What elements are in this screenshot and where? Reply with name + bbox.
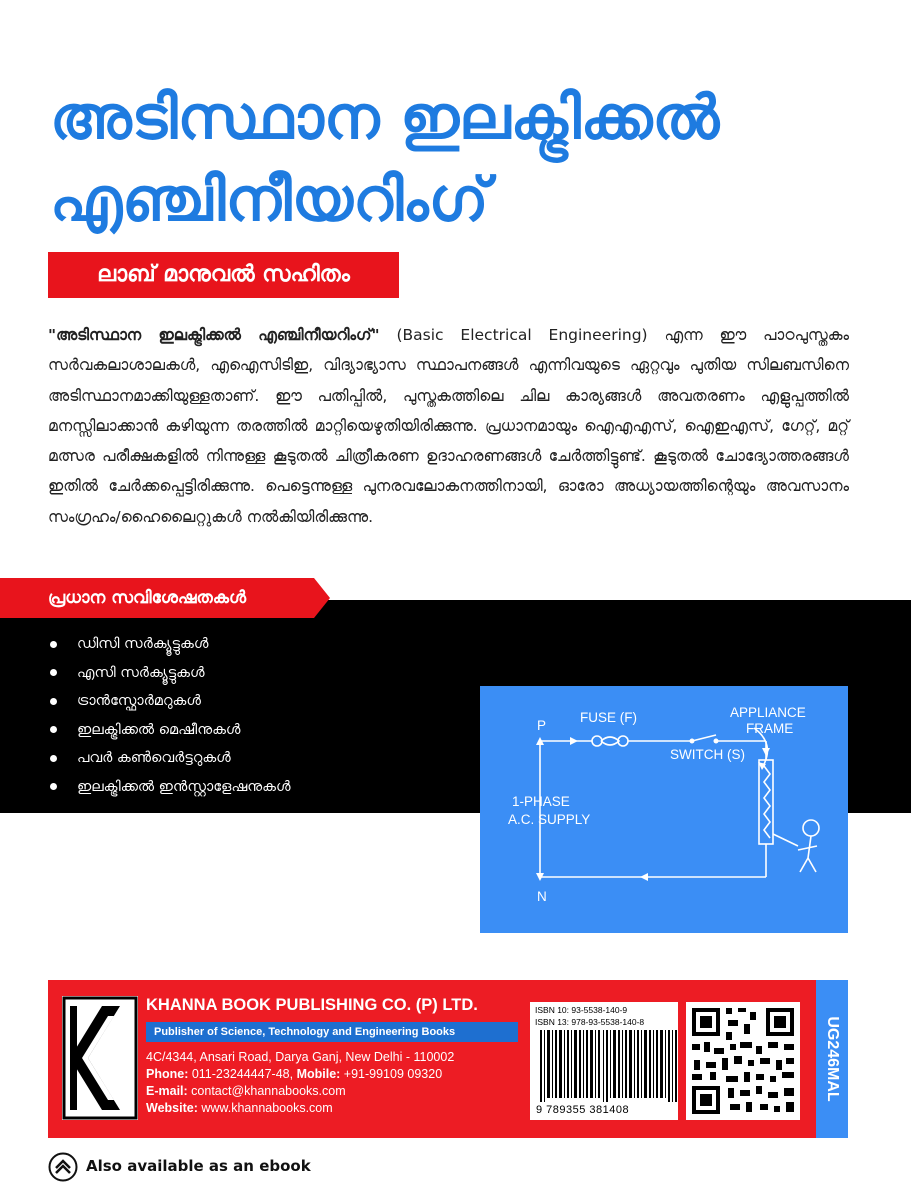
barcode-number: 9 789355 381408	[536, 1104, 630, 1116]
features-list	[48, 630, 291, 801]
isbn-10: ISBN 10: 93-5538-140-9	[535, 1005, 628, 1015]
feature-item	[48, 687, 291, 716]
email-value: contact@khannabooks.com	[187, 1084, 346, 1098]
feature-label: ട്രാൻസ്ഫോർമറുകൾ	[77, 693, 201, 710]
diagram-label-switch: SWITCH (S)	[670, 747, 745, 762]
mobile-value: +91-99109 09320	[340, 1067, 443, 1081]
diagram-label-frame: FRAME	[746, 721, 794, 736]
publisher-name: KHANNA BOOK PUBLISHING CO. (P) LTD.	[146, 996, 478, 1014]
description-body: (Basic Electrical Engineering) എന്ന ഈ പാഠപുസ്തകം സർവകലാശാലകൾ, എഐസിടിഇ, വിദ്യാഭ്യാസ സ്ഥാപനങ്ങൾ എന്നിവയുടെ ഏറ്റവും പുതിയ സിലബസിനെ അടിസ്ഥാനമാക്കിയുള്ളതാണ്. ഈ പതിപ്പിൽ, പുസ്തകത്തിലെ ചില കാര്യങ്ങൾ അവതരണം എളുപ്പത്തിൽ മനസ്സിലാക്കാൻ കഴിയുന്ന തരത്തിൽ മാറ്റിയെഴുതിയിരിക്കുന്നു. പ്രധാനമായും ഐഎഎസ്, ഐഇഎസ്, ഗേറ്റ്, മറ്റ് മത്സര പരീക്ഷകളിൽ നിന്നുള്ള കൂടുതൽ ചിത്രീകരണ ഉദാഹരണങ്ങൾ ചേർത്തിട്ടുണ്ട്. കൂടുതൽ ചോദ്യോത്തരങ്ങൾ ഇതിൽ ചേർക്കപ്പെട്ടിരിക്കുന്നു. പെട്ടെന്നുള്ള പുനരവലോകനത്തിനായി, ഓരോ അധ്യായത്തിന്റെയും അവസാനം സംഗ്രഹം/ഹൈലൈറ്റുകൾ നൽകിയിരിക്കുന്നു.	[48, 326, 849, 526]
feature-label: ഡിസി സർക്യൂട്ടുകൾ	[77, 636, 209, 653]
diagram-label-fuse: FUSE (F)	[580, 710, 637, 725]
description-paragraph	[48, 320, 849, 532]
bullet-icon	[50, 755, 57, 762]
phone-value: 011-23244447-48,	[188, 1067, 297, 1081]
publisher-phone-line	[146, 1067, 442, 1081]
feature-item	[48, 630, 291, 659]
subtitle-banner: ലാബ് മാനുവൽ സഹിതം	[48, 252, 399, 298]
title-line-1: അടിസ്ഥാന ഇലക്ട്രിക്കൽ	[50, 83, 720, 153]
qr-code	[686, 1002, 800, 1120]
email-label: E-mail:	[146, 1084, 188, 1098]
feature-label: ഇലക്ട്രിക്കൽ ഇൻസ്റ്റാളേഷനുകൾ	[77, 778, 291, 795]
diagram-label-appliance: APPLIANCE	[730, 705, 806, 720]
publisher-logo	[62, 996, 138, 1120]
publisher-website-line	[146, 1101, 333, 1115]
mobile-label: Mobile:	[296, 1067, 341, 1081]
diagram-label-phase: 1-PHASE	[512, 794, 570, 809]
feature-item	[48, 773, 291, 802]
diagram-label-p: P	[537, 718, 547, 733]
website-label: Website:	[146, 1101, 198, 1115]
feature-item	[48, 716, 291, 745]
website-value: www.khannabooks.com	[197, 1101, 333, 1115]
feature-label: ഇലക്ട്രിക്കൽ മെഷീനുകൾ	[77, 721, 241, 738]
barcode	[540, 1030, 678, 1102]
feature-item	[48, 744, 291, 773]
features-title: പ്രധാന സവിശേഷതകൾ	[48, 588, 247, 608]
isbn-13: ISBN 13: 978-93-5538-140-8	[535, 1017, 645, 1027]
ebook-icon	[48, 1152, 78, 1182]
bullet-icon	[50, 726, 57, 733]
bullet-icon	[50, 698, 57, 705]
feature-item	[48, 659, 291, 688]
bullet-icon	[50, 669, 57, 676]
feature-label: പവർ കൺവെർട്ടറുകൾ	[77, 750, 231, 767]
circuit-diagram	[480, 686, 848, 933]
qr-code-icon	[686, 1002, 800, 1120]
phone-label: Phone:	[146, 1067, 189, 1081]
bullet-icon	[50, 641, 57, 648]
publisher-email-line	[146, 1084, 346, 1098]
title-line-2: എഞ്ചിനീയറിംഗ്	[50, 165, 489, 235]
diagram-label-n: N	[537, 889, 547, 904]
product-code: UG246MAL	[824, 1016, 841, 1102]
feature-label: എസി സർക്യൂട്ടുകൾ	[77, 664, 205, 681]
diagram-label-supply: A.C. SUPPLY	[508, 812, 591, 827]
bullet-icon	[50, 783, 57, 790]
description-book-title: "അടിസ്ഥാന ഇലക്ട്രിക്കൽ എഞ്ചിനീയറിംഗ്"	[48, 326, 380, 344]
ebook-note: Also available as an ebook	[86, 1157, 311, 1175]
publisher-logo-icon	[62, 996, 138, 1120]
circuit-diagram-svg	[480, 686, 848, 933]
publisher-tagline: Publisher of Science, Technology and Engineering Books	[146, 1022, 518, 1042]
publisher-address: 4C/4344, Ansari Road, Darya Ganj, New Delhi - 110002	[146, 1050, 455, 1064]
